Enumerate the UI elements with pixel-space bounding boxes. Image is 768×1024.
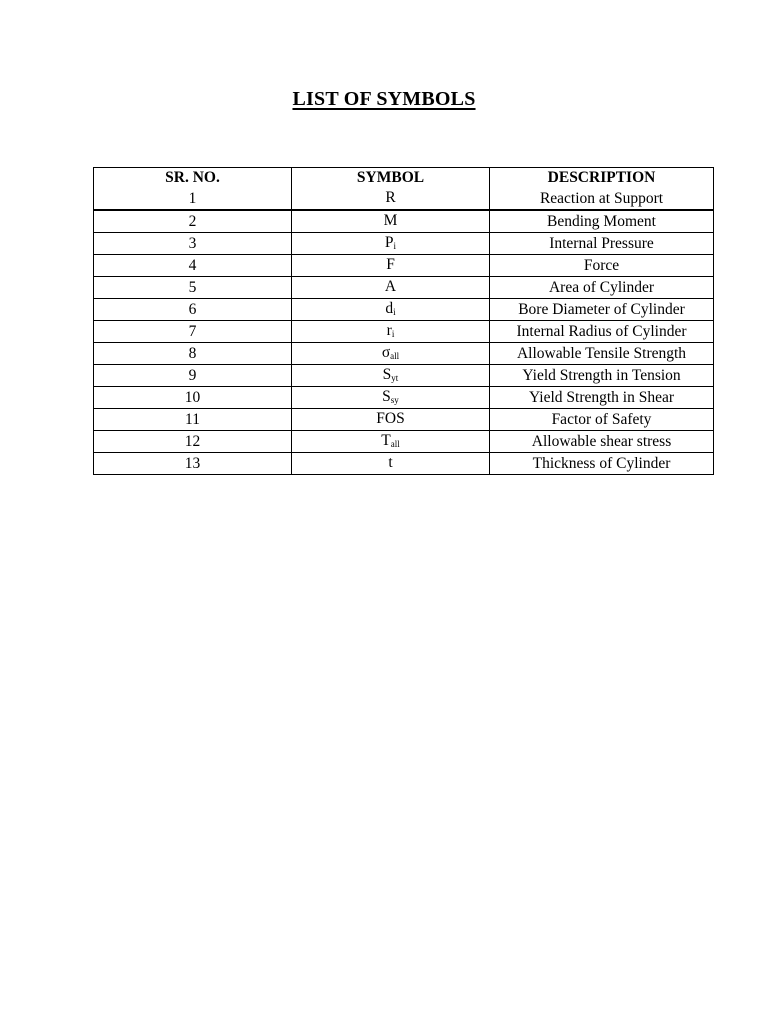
sr-no-cell: 11	[94, 409, 292, 431]
table-row	[94, 299, 714, 321]
description-cell: Thickness of Cylinder	[490, 453, 714, 475]
symbol-cell	[292, 343, 490, 365]
table-header-row	[94, 168, 714, 189]
symbol-text: M	[383, 212, 398, 229]
symbol-cell	[292, 233, 490, 255]
sr-no-cell: 12	[94, 431, 292, 453]
sr-no-cell: 5	[94, 277, 292, 299]
symbol-subscript: yt	[391, 373, 399, 383]
symbol-text: A	[384, 278, 397, 295]
sr-no-cell: 7	[94, 321, 292, 343]
sr-no-cell: 8	[94, 343, 292, 365]
description-cell: Force	[490, 255, 714, 277]
symbol-text: r	[386, 322, 392, 339]
table-row	[94, 431, 714, 453]
description-cell: Factor of Safety	[490, 409, 714, 431]
symbol-cell	[292, 210, 490, 233]
sr-no-cell: 2	[94, 210, 292, 233]
symbol-text: t	[388, 454, 393, 471]
table-row	[94, 343, 714, 365]
description-cell: Allowable Tensile Strength	[490, 343, 714, 365]
table-row	[94, 321, 714, 343]
symbol-text: S	[382, 366, 392, 383]
sr-no-cell: 3	[94, 233, 292, 255]
description-cell: Internal Radius of Cylinder	[490, 321, 714, 343]
sr-no-cell: 4	[94, 255, 292, 277]
description-cell: Reaction at Support	[490, 188, 714, 210]
table-row	[94, 188, 714, 210]
table-row	[94, 409, 714, 431]
table-row	[94, 255, 714, 277]
symbol-subscript: i	[393, 241, 397, 251]
symbol-cell	[292, 188, 490, 210]
description-cell: Internal Pressure	[490, 233, 714, 255]
symbol-subscript: all	[390, 439, 400, 449]
symbol-text: σ	[381, 344, 391, 361]
symbol-text: F	[386, 256, 395, 273]
description-cell: Bore Diameter of Cylinder	[490, 299, 714, 321]
symbol-cell	[292, 277, 490, 299]
table-row	[94, 210, 714, 233]
symbol-cell	[292, 299, 490, 321]
symbol-text: S	[382, 388, 391, 405]
symbol-text: d	[385, 300, 394, 317]
header-sr-no: SR. NO.	[94, 168, 292, 189]
table-row	[94, 453, 714, 475]
symbol-cell	[292, 365, 490, 387]
symbol-cell	[292, 255, 490, 277]
table-row	[94, 387, 714, 409]
table-row	[94, 233, 714, 255]
symbol-cell	[292, 387, 490, 409]
description-cell: Allowable shear stress	[490, 431, 714, 453]
symbol-subscript: i	[393, 307, 396, 317]
symbol-text: R	[385, 189, 396, 206]
table-row	[94, 277, 714, 299]
symbol-text: FOS	[376, 410, 405, 427]
header-symbol: SYMBOL	[292, 168, 490, 189]
sr-no-cell: 6	[94, 299, 292, 321]
symbols-table	[93, 167, 714, 475]
symbol-cell	[292, 321, 490, 343]
symbol-text: P	[384, 234, 394, 251]
description-cell: Yield Strength in Tension	[490, 365, 714, 387]
sr-no-cell: 9	[94, 365, 292, 387]
symbol-text: T	[381, 432, 391, 449]
symbol-subscript: all	[390, 351, 400, 361]
description-cell: Yield Strength in Shear	[490, 387, 714, 409]
sr-no-cell: 10	[94, 387, 292, 409]
table-row	[94, 365, 714, 387]
symbol-cell	[292, 409, 490, 431]
symbol-subscript: i	[391, 329, 395, 339]
header-description: DESCRIPTION	[490, 168, 714, 189]
symbol-subscript: sy	[390, 395, 399, 405]
description-cell: Area of Cylinder	[490, 277, 714, 299]
symbol-cell	[292, 431, 490, 453]
symbol-cell	[292, 453, 490, 475]
page-title: LIST OF SYMBOLS	[292, 88, 476, 110]
sr-no-cell: 13	[94, 453, 292, 475]
sr-no-cell: 1	[94, 188, 292, 210]
description-cell: Bending Moment	[490, 210, 714, 233]
